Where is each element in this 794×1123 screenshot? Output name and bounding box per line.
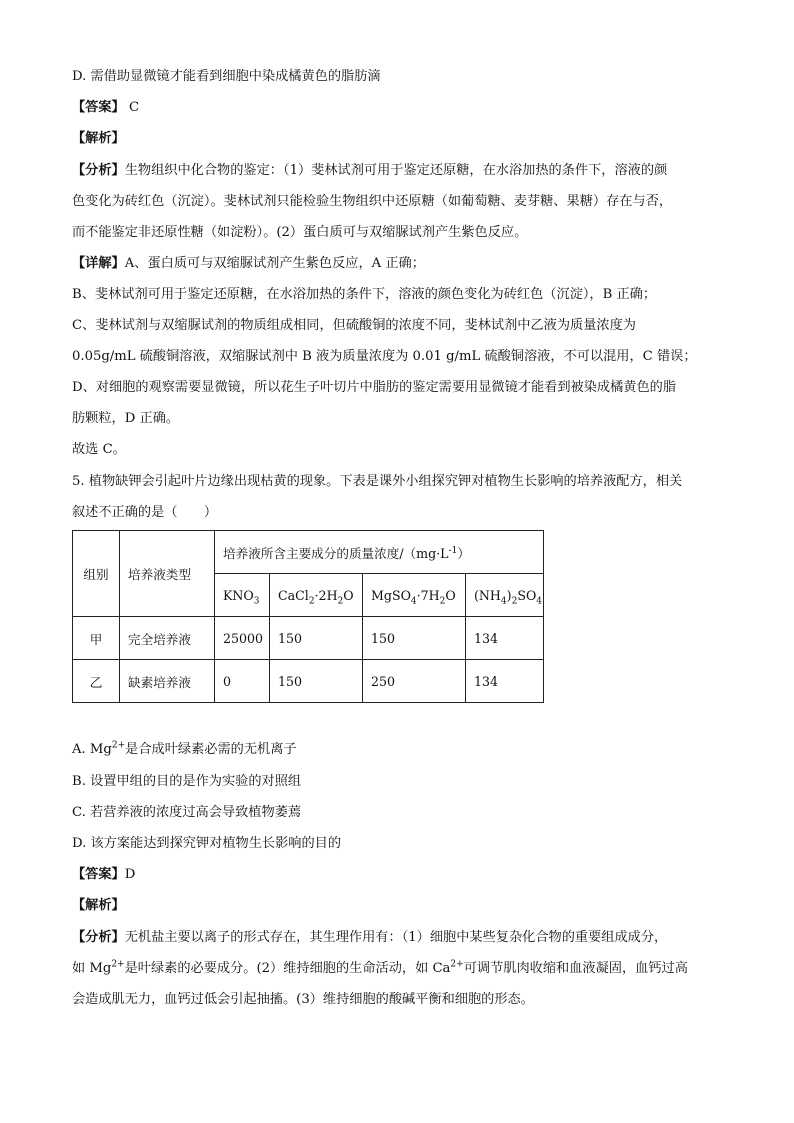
q4-answer bbox=[72, 98, 722, 118]
cell-type: 缺素培养液 bbox=[120, 660, 215, 703]
q5-stem-line-2: 叙述不正确的是（ ） bbox=[72, 505, 218, 520]
q5-answer bbox=[72, 865, 722, 885]
cell-value: 134 bbox=[466, 617, 544, 660]
q5-option-d: D. 该方案能达到探究钾对植物生长影响的目的 bbox=[72, 836, 342, 851]
q4-option-d: D. 需借助显微镜才能看到细胞中染成橘黄色的脂肪滴 bbox=[72, 69, 381, 84]
q4-fenxi-line-2: 色变化为砖红色（沉淀）。斐林试剂只能检验生物组织中还原糖（如葡萄糖、麦芽糖、果糖）存在与否， bbox=[72, 194, 673, 209]
header-concentration: 培养液所含主要成分的质量浓度$/(mg\cdot L^{-1})$ bbox=[215, 531, 544, 574]
xiangjie-tag: 【详解】 bbox=[72, 256, 125, 271]
cell-value: 134 bbox=[466, 660, 544, 703]
table-header-row bbox=[73, 531, 544, 574]
answer-tag: 【答案】 bbox=[72, 100, 125, 115]
q5-fenxi-line-1 bbox=[72, 928, 722, 948]
q4-xiangjie-line-4: 0.05g/mL 硫酸铜溶液，双缩脲试剂中 B 液为质量浓度为 0.01 g/mL 硫酸铜溶液，不可以混用，C 错误； bbox=[72, 349, 697, 364]
cell-value: 25000 bbox=[215, 617, 270, 660]
header-group: 组别 bbox=[73, 531, 120, 617]
cell-group: 甲 bbox=[73, 617, 120, 660]
q4-conclusion: 故选 C。 bbox=[72, 442, 126, 457]
header-nh4so4: $(NH_4)_2SO_4$ bbox=[466, 574, 544, 617]
q4-xiangjie-line-2: B、斐林试剂可用于鉴定还原糖，在水浴加热的条件下，溶液的颜色变化为砖红色（沉淀），B 正确； bbox=[72, 287, 657, 302]
header-mgso4: $MgSO_4\cdot 7H_2O$ bbox=[363, 574, 466, 617]
nutrient-solution-table bbox=[72, 530, 544, 703]
answer-tag: 【答案】 bbox=[72, 867, 125, 882]
xiangjie-text: A、蛋白质可与双缩脲试剂产生紫色反应，A 正确； bbox=[124, 256, 425, 271]
q5-fenxi-line-3: 会造成肌无力，血钙过低会引起抽搐。(3）维持细胞的酸碱平衡和细胞的形态。 bbox=[72, 992, 534, 1007]
cell-value: 250 bbox=[363, 660, 466, 703]
q4-xiangjie-line-6: 肪颗粒，D 正确。 bbox=[72, 411, 180, 426]
cell-value: 0 bbox=[215, 660, 270, 703]
fenxi-text: 生物组织中化合物的鉴定：（1）斐林试剂可用于鉴定还原糖，在水浴加热的条件下，溶液的颜 bbox=[124, 163, 668, 178]
q5-stem-line-1: 5. 植物缺钾会引起叶片边缘出现枯黄的现象。下表是课外小组探究钾对植物生长影响的培养液配方，相关 bbox=[72, 474, 683, 489]
header-cacl2: $CaCl_2\cdot 2H_2O$ bbox=[270, 574, 363, 617]
q5-fenxi-line-2: 如 $Mg^{2+}$是叶绿素的必要成分。(2）维持细胞的生命活动，如 $Ca^{2+}$可调节肌肉收缩和血液凝固，血钙过高 bbox=[72, 959, 688, 976]
table-row bbox=[73, 660, 544, 703]
q4-fenxi-line-1 bbox=[72, 161, 722, 181]
q4-xiangjie-line-3: C、斐林试剂与双缩脲试剂的物质组成相同，但硫酸铜的浓度不同，斐林试剂中乙液为质量浓度为 bbox=[72, 318, 636, 333]
cell-value: 150 bbox=[270, 660, 363, 703]
q5-option-c: C. 若营养液的浓度过高会导致植物萎蔫 bbox=[72, 805, 302, 820]
q4-xiangjie-line-5: D、对细胞的观察需要显微镜，所以花生子叶切片中脂肪的鉴定需要用显微镜才能看到被染成橘黄色的脂 bbox=[72, 380, 677, 395]
answer-value: C bbox=[128, 100, 140, 115]
table-row bbox=[73, 617, 544, 660]
cell-value: 150 bbox=[270, 617, 363, 660]
header-kno3: $KNO_3$ bbox=[215, 574, 270, 617]
fenxi-tag: 【分析】 bbox=[72, 163, 125, 178]
cell-type: 完全培养液 bbox=[120, 617, 215, 660]
fenxi-tag: 【分析】 bbox=[72, 930, 125, 945]
fenxi-text: 无机盐主要以离子的形式存在，其生理作用有：（1）细胞中某些复杂化合物的重要组成成分， bbox=[124, 930, 668, 945]
header-type: 培养液类型 bbox=[120, 531, 215, 617]
q4-analysis-tag: 【解析】 bbox=[72, 131, 125, 146]
q5-option-b: B. 设置甲组的目的是作为实验的对照组 bbox=[72, 774, 302, 789]
q4-fenxi-line-3: 而不能鉴定非还原性糖（如淀粉）。(2）蛋白质可与双缩脲试剂产生紫色反应。 bbox=[72, 225, 528, 240]
q5-option-a: A. $Mg^{2+}$是合成叶绿素必需的无机离子 bbox=[72, 740, 297, 757]
q5-analysis-tag: 【解析】 bbox=[72, 898, 125, 913]
cell-value: 150 bbox=[363, 617, 466, 660]
answer-value: D bbox=[124, 867, 136, 882]
cell-group: 乙 bbox=[73, 660, 120, 703]
q4-xiangjie-line-1 bbox=[72, 254, 722, 274]
